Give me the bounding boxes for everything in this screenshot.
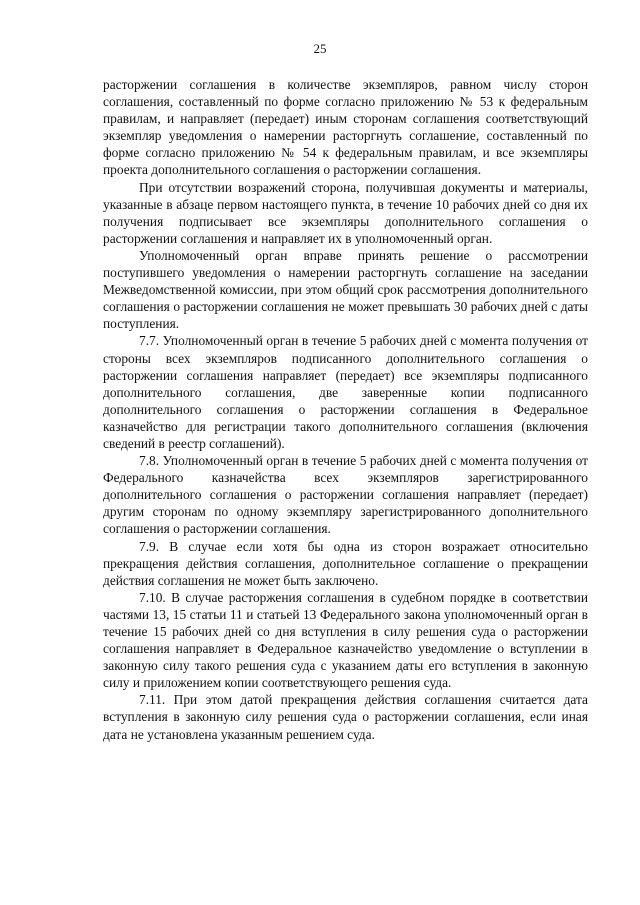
page-number: 25 (313, 41, 327, 56)
paragraph-7-9: 7.9. В случае если хотя бы одна из сторон возражает относительно прекращения действия соглашения, дополнительное соглашение о прекращении действия соглашения не может быть заключено. (103, 538, 588, 588)
paragraph-7-7: 7.7. Уполномоченный орган в течение 5 рабочих дней с момента получения от стороны всех экземпляров подписанного дополнительного соглашения о расторжении соглашения направляет (передает) все экземпляры подписанного дополнительного соглашения, две заверенные копии подписанного дополнительного соглашения о расторжении соглашения в Федеральное казначейство для регистрации такого дополнительного соглашения (включения сведений в реестр соглашений). (103, 333, 588, 451)
document-body (103, 76, 588, 743)
paragraph: При отсутствии возражений сторона, получившая документы и материалы, указанные в абзаце первом настоящего пункта, в течение 10 рабочих дней со дня их получения подписывает все экземпляры дополнительного соглашения о расторжении соглашения и направляет их в уполномоченный орган. (103, 179, 588, 246)
paragraph-7-10: 7.10. В случае расторжения соглашения в судебном порядке в соответствии частями 13, 15 статьи 11 и статьей 13 Федерального закона уполномоченный орган в течение 15 рабочих дней со дня вступления в силу решения суда о расторжении соглашения направляет в Федеральное казначейство уведомление о вступлении в законную силу такого решения суда с указанием даты его вступления в законную силу и приложением копии соответствующего решения суда. (103, 589, 588, 691)
paragraph-continuation: расторжении соглашения в количестве экземпляров, равном числу сторон соглашения, составленный по форме согласно приложению № 53 к федеральным правилам, и направляет (передает) иным сторонам соглашения соответствующий экземпляр уведомления о намерении расторгнуть соглашение, составленный по форме согласно приложению № 54 к федеральным правилам, и все экземпляры проекта дополнительного соглашения о расторжении соглашения. (103, 77, 588, 178)
paragraph: Уполномоченный орган вправе принять решение о рассмотрении поступившего уведомления о намерении расторгнуть соглашение на заседании Межведомственной комиссии, при этом общий срок рассмотрения дополнительного соглашения о расторжении соглашения не может превышать 30 рабочих дней с даты поступления. (103, 247, 588, 332)
paragraph-7-11: 7.11. При этом датой прекращения действия соглашения считается дата вступления в законную силу решения суда о расторжении соглашения, если иная дата не установлена указанным решением суда. (103, 692, 588, 742)
paragraph-7-8: 7.8. Уполномоченный орган в течение 5 рабочих дней с момента получения от Федерального казначейства всех экземпляров зарегистрированного дополнительного соглашения о расторжении соглашения направляет (передает) другим сторонам по одному экземпляру зарегистрированного дополнительного соглашения о расторжении соглашения. (103, 453, 588, 537)
